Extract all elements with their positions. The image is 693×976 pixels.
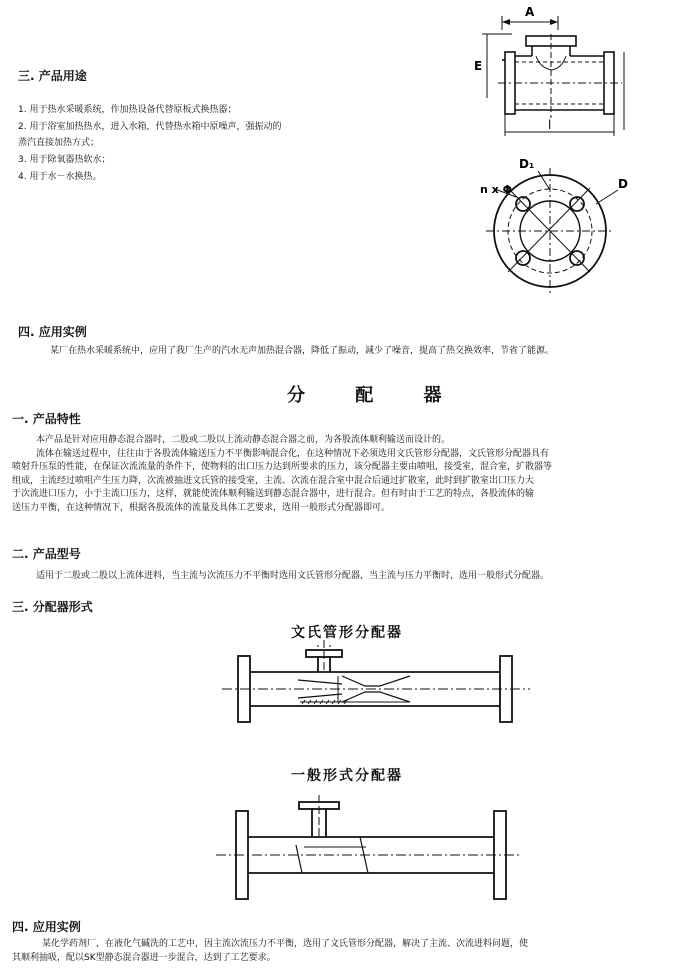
features-heading: 一. 产品特性 [12,412,81,426]
usage-item: 4. 用于水－水换热。 [18,172,102,182]
example2-heading: 四. 应用实例 [12,920,81,934]
dim-e-label: E [474,59,483,73]
usage-item: 1. 用于热水采暖系统，作加热设备代替原板式换热器； [18,105,237,115]
dim-d-label: D [618,177,628,191]
models-heading: 二. 产品型号 [12,547,81,561]
venturi-title: 文氏管形分配器 [291,625,403,641]
usage-heading: 三. 产品用途 [18,69,87,83]
usage-item: 蒸汽直接加热方式； [18,138,100,148]
example2-paragraph [12,938,682,965]
features-line: 于次流进口压力，小于主流口压力，这样，就能使流体顺利输送到静态混合器中，进行混合。但有时由于工艺的特点，各股流体的输 [12,489,535,499]
dim-d1-label: D₁ [519,157,535,171]
page-title: 分 配 器 [287,385,464,406]
example2-line: 某化学药剂厂，在液化气碱洗的工艺中，因主流次流压力不平衡，选用了文氏管形分配器，解决了主流、次流进料问题，使 [42,939,529,949]
dim-nx-label: n x Φ [480,183,512,196]
dim-a-label: A [525,5,535,19]
usage-item: 2. 用于浴室加热热水，进入水箱，代替热水箱中原噪声，强振动的 [18,122,282,132]
example2-line: 其顺利抽吸，配以SK型静态混合器进一步混合，达到了工艺要求。 [12,952,276,963]
features-line: 组成，主流经过喷咀产生压力降，次流被抽进文氏管的接受室，主流、次流在混合室中混合后通过扩散室，此时到扩散室出口压力大 [12,475,535,486]
dim-l-label: l [548,118,552,132]
models-text: 适用于二股或二股以上流体进料，当主流与次流压力不平衡时选用文氏管形分配器，当主流与压力平衡时，选用一般形式分配器。 [36,571,550,581]
features-line: 喷射升压泵的性能，在保证次流流量的条件下，使物料的出口压力达到所要求的压力，该分配器主要由喷咀，接受室，混合室，扩散器等 [12,462,553,472]
features-line: 送压力平衡，在这种情况下，根据各股流体的流量及具体工艺要求，选用一般形式分配器即可。 [12,502,391,513]
features-line: 本产品是针对应用静态混合器时，二股或二股以上流动静态混合器之前，为各股流体顺利输送而设计的。 [36,435,451,445]
features-line: 流体在输送过程中，往往由于各股流体输送压力不平衡影响混合化，在这种情况下必须选用文氏管形分配器，文氏管形分配器具有 [36,448,550,459]
forms-heading: 三. 分配器形式 [12,600,93,614]
usage-item: 3. 用于除氧器热软水； [18,155,111,165]
general-title: 一般形式分配器 [291,768,403,784]
example1-text: 某厂在热水采暖系统中，应用了我厂生产的汽水无声加热混合器，降低了振动，减少了噪音，提高了热交换效率，节省了能源。 [50,346,555,356]
example1-heading: 四. 应用实例 [18,325,87,339]
